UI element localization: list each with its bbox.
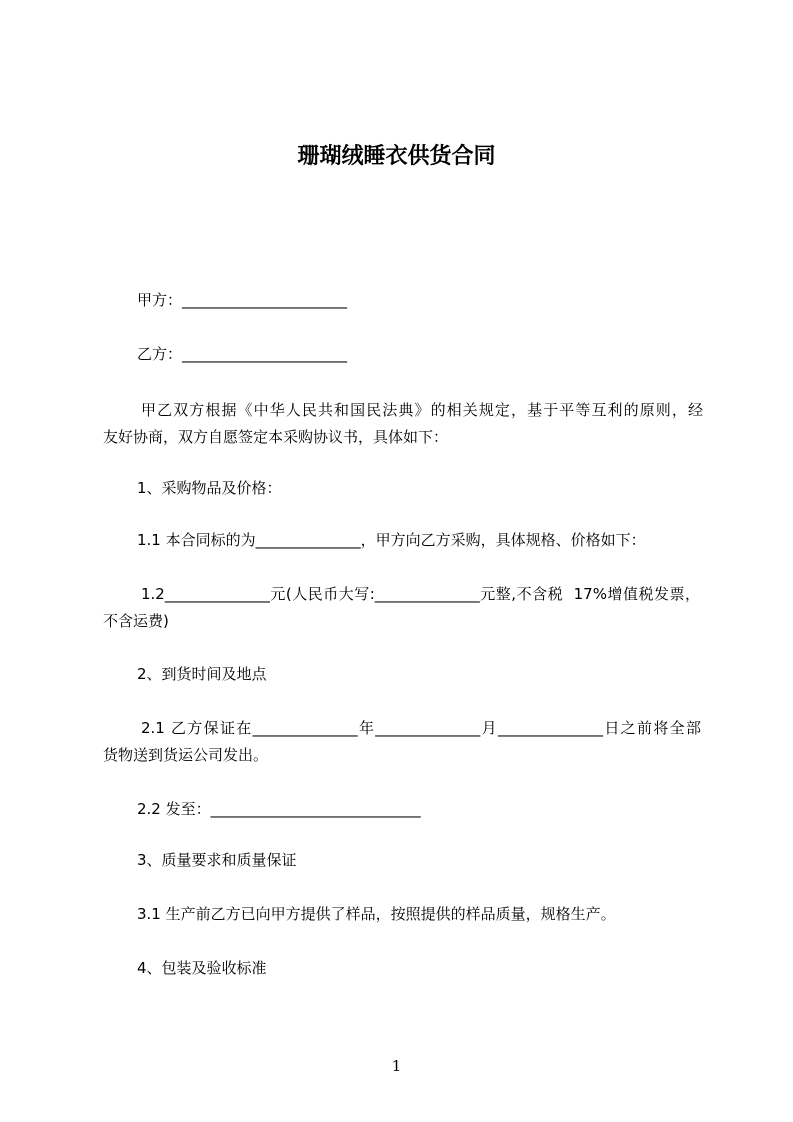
clause-1-1: 1.1 本合同标的为______________，甲方向乙方采购，具体规格、价格如下： xyxy=(137,531,646,549)
clause-2-1-line-1: 2.1 乙方保证在______________年______________月______________日之前将全部 xyxy=(141,719,701,737)
clause-2-1-line-2: 货物送到货运公司发出。 xyxy=(103,746,269,764)
clause-1-2-line-2: 不含运费) xyxy=(103,612,169,630)
party-a-line: 甲方：______________________ xyxy=(137,291,348,309)
section-4-heading: 4、包装及验收标准 xyxy=(137,959,267,977)
party-b-line: 乙方：______________________ xyxy=(137,345,348,363)
clause-2-2: 2.2 发至：____________________________ xyxy=(137,800,421,818)
page-number: 1 xyxy=(391,1057,402,1075)
section-3-heading: 3、质量要求和质量保证 xyxy=(137,851,297,869)
clause-3-1: 3.1 生产前乙方已向甲方提供了样品，按照提供的样品质量，规格生产。 xyxy=(137,905,616,923)
section-2-heading: 2、到货时间及地点 xyxy=(137,665,267,683)
intro-paragraph-line-2: 友好协商，双方自愿签定本采购协议书，具体如下： xyxy=(103,428,449,446)
document-title: 珊瑚绒睡衣供货合同 xyxy=(297,144,496,169)
intro-paragraph-line-1: 甲乙双方根据《中华人民共和国民法典》的相关规定，基于平等互利的原则，经 xyxy=(141,401,703,419)
section-1-heading: 1、采购物品及价格： xyxy=(137,479,282,497)
clause-1-2-line-1: 1.2______________元(人民币大写:______________元整,不含税 17%增值税发票， xyxy=(141,585,700,603)
